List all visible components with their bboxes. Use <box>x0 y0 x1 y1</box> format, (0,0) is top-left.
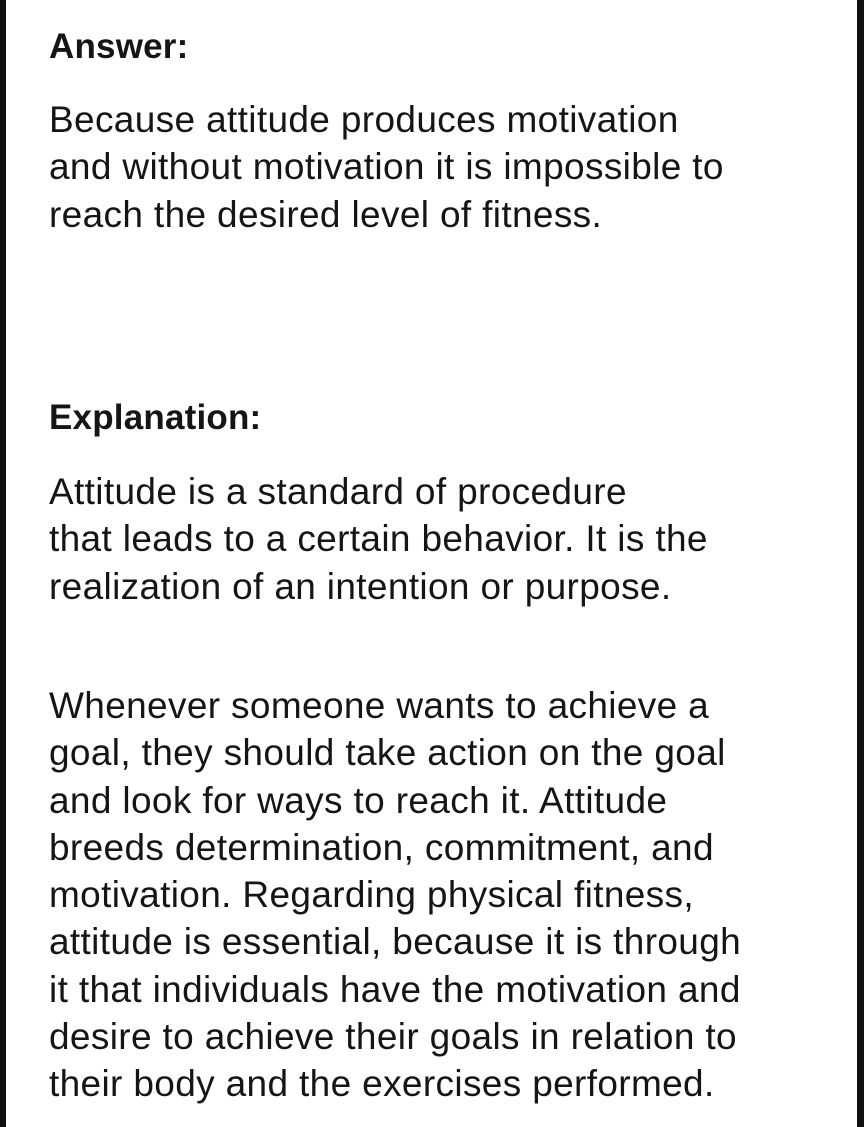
explanation-line: desire to achieve their goals in relation to <box>49 1016 737 1058</box>
answer-line: and without motivation it is impossible to <box>49 146 724 188</box>
explanation-line: goal, they should take action on the goal <box>49 732 726 774</box>
explanation-line: attitude is essential, because it is through <box>49 921 742 963</box>
explanation-line: Attitude is a standard of procedure <box>49 471 627 512</box>
explanation-line: breeds determination, commitment, and <box>49 826 714 868</box>
explanation-line: realization of an intention or purpose. <box>49 565 672 607</box>
answer-line: reach the desired level of fitness. <box>49 193 603 235</box>
explanation-line: it that individuals have the motivation and <box>49 968 741 1010</box>
explanation-paragraph-1 <box>49 468 708 610</box>
answer-paragraph <box>49 96 724 238</box>
explanation-line: Whenever someone wants to achieve a <box>49 685 710 726</box>
explanation-line: that leads to a certain behavior. It is the <box>49 518 708 560</box>
answer-heading: Answer: <box>49 27 189 66</box>
explanation-heading: Explanation: <box>49 398 262 437</box>
explanation-line: their body and the exercises performed. <box>49 1063 715 1105</box>
explanation-line: motivation. Regarding physical fitness, <box>49 874 695 916</box>
explanation-line: and look for ways to reach it. Attitude <box>49 779 668 821</box>
explanation-paragraph-2 <box>49 682 741 1108</box>
answer-line: Because attitude produces motivation <box>49 99 679 140</box>
